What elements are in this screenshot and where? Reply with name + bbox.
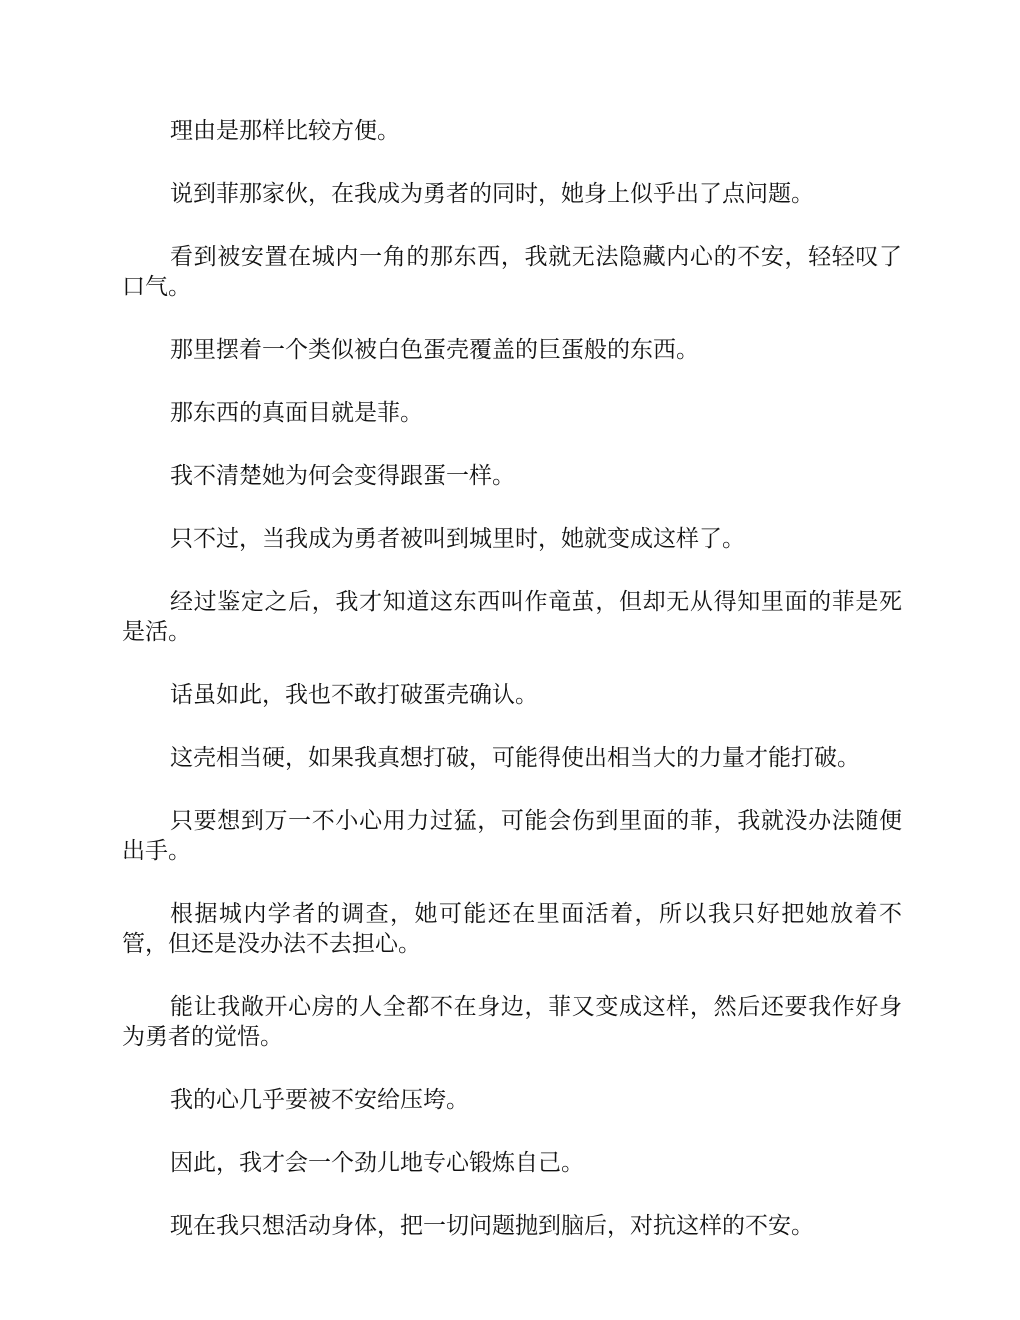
paragraph: 那里摆着一个类似被白色蛋壳覆盖的巨蛋般的东西。 xyxy=(170,337,699,363)
paragraph: 看到被安置在城内一角的那东西，我就无法隐藏内心的不安，轻轻叹了口气。 xyxy=(122,244,902,300)
paragraph: 理由是那样比较方便。 xyxy=(170,118,400,144)
paragraph: 说到菲那家伙，在我成为勇者的同时，她身上似乎出了点问题。 xyxy=(170,181,814,207)
paragraph: 经过鉴定之后，我才知道这东西叫作竜茧，但却无从得知里面的菲是死是活。 xyxy=(122,589,902,645)
paragraph: 根据城内学者的调查，她可能还在里面活着，所以我只好把她放着不管，但还是没办法不去担心。 xyxy=(122,901,902,957)
paragraph: 这壳相当硬，如果我真想打破，可能得使出相当大的力量才能打破。 xyxy=(170,745,860,771)
paragraph: 只要想到万一不小心用力过猛，可能会伤到里面的菲，我就没办法随便出手。 xyxy=(122,808,902,864)
paragraph: 只不过，当我成为勇者被叫到城里时，她就变成这样了。 xyxy=(170,526,745,552)
paragraph: 话虽如此，我也不敢打破蛋壳确认。 xyxy=(170,682,538,708)
paragraph: 我的心几乎要被不安给压垮。 xyxy=(170,1087,469,1113)
paragraph: 那东西的真面目就是菲。 xyxy=(170,400,423,426)
paragraph: 因此，我才会一个劲儿地专心锻炼自己。 xyxy=(170,1150,584,1176)
paragraph: 能让我敞开心房的人全都不在身边，菲又变成这样，然后还要我作好身为勇者的觉悟。 xyxy=(122,994,902,1050)
paragraph: 我不清楚她为何会变得跟蛋一样。 xyxy=(170,463,515,489)
document-page xyxy=(122,116,902,1274)
paragraph: 现在我只想活动身体，把一切问题抛到脑后，对抗这样的不安。 xyxy=(170,1213,814,1239)
